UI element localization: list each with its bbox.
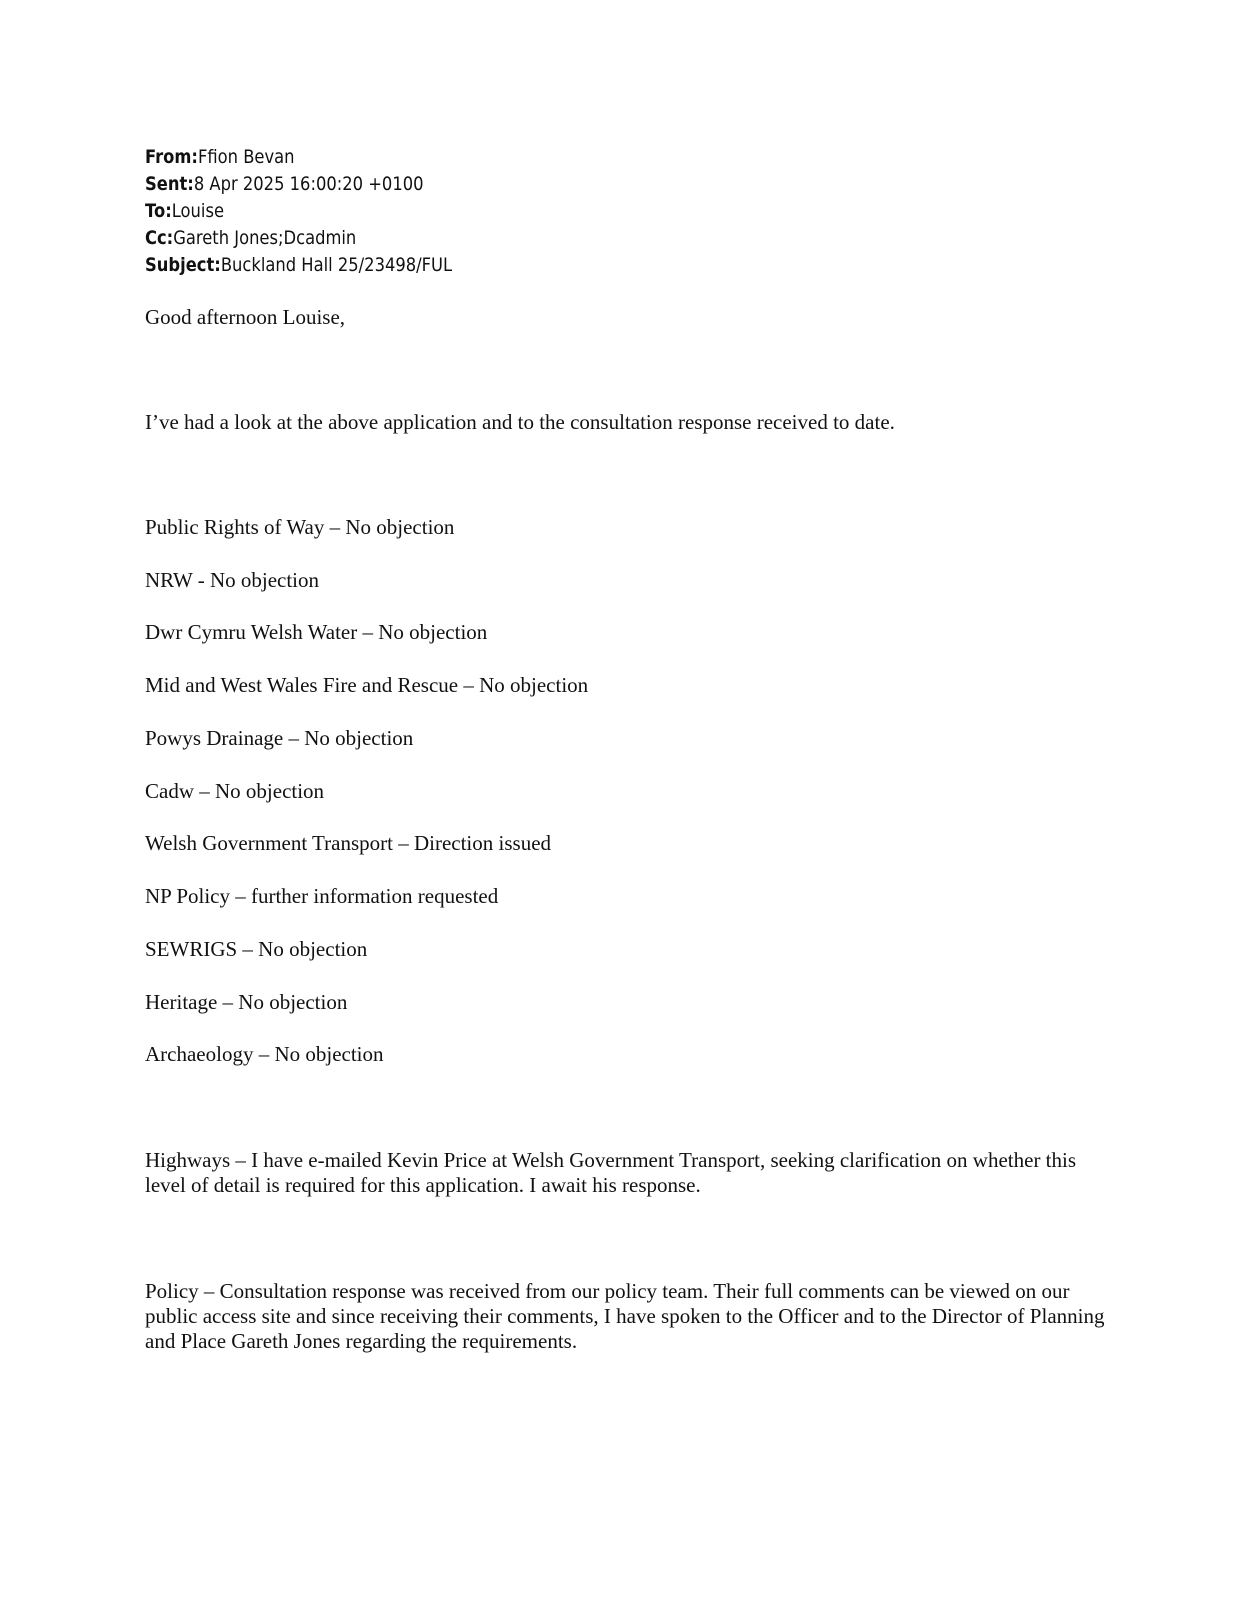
response-item: Mid and West Wales Fire and Rescue – No objection [145,673,589,697]
to-value: Louise [171,200,225,222]
intro-paragraph: I’ve had a look at the above application and to the consultation response received to date. [145,410,895,434]
greeting: Good afternoon Louise, [145,305,346,329]
from-label: From: [145,146,198,168]
sent-row [145,171,452,198]
subject-value: Buckland Hall 25/23498/FUL [220,254,453,276]
response-item: NP Policy – further information requested [145,884,499,908]
cc-value: Gareth Jones;Dcadmin [173,227,357,249]
response-item: Powys Drainage – No objection [145,726,414,750]
highways-paragraph: Highways – I have e-mailed Kevin Price at Welsh Government Transport, seeking clarification on whether this level of detail is required for this application. I await his response. [145,1148,1077,1197]
email-header [145,144,452,279]
response-item: Welsh Government Transport – Direction issued [145,831,552,855]
cc-label: Cc: [145,227,174,249]
response-item: Archaeology – No objection [145,1042,384,1066]
subject-label: Subject: [145,254,221,276]
sent-value: 8 Apr 2025 16:00:20 +0100 [193,173,424,195]
policy-paragraph: Policy – Consultation response was received from our policy team. Their full comments can be viewed on our public access site and since receiving their comments, I have spoken to the Officer and to the Director of Planning and Place Gareth Jones regarding the requirements. [145,1279,1105,1353]
response-item: Heritage – No objection [145,990,348,1014]
cc-row [145,225,452,252]
response-item: SEWRIGS – No objection [145,937,368,961]
from-value: Ffion Bevan [197,146,295,168]
to-row [145,198,452,225]
response-item: Cadw – No objection [145,779,325,803]
sent-label: Sent: [145,173,194,195]
response-item: Dwr Cymru Welsh Water – No objection [145,620,488,644]
response-item: NRW - No objection [145,568,320,592]
subject-row [145,252,452,279]
response-item: Public Rights of Way – No objection [145,515,455,539]
to-label: To: [145,200,172,222]
from-row [145,144,452,171]
